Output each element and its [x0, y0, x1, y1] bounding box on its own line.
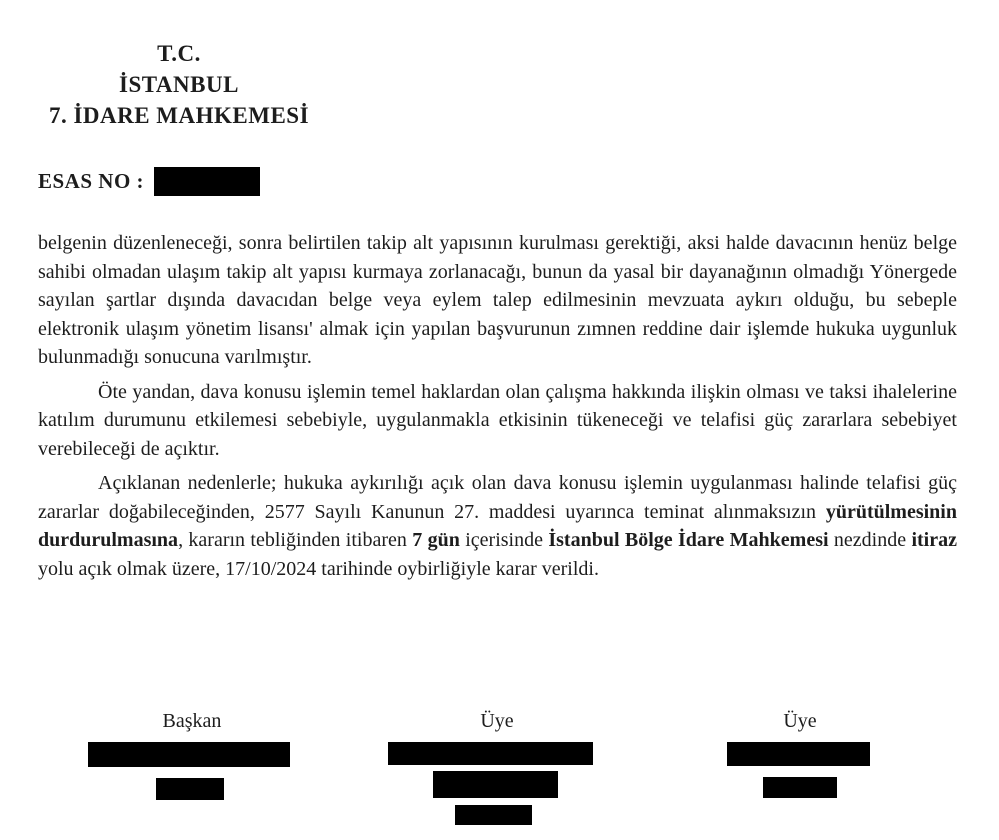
ruling-date-text: yolu açık olmak üzere, 17/10/2024 tarihinde oybirliğiyle karar verildi. — [38, 557, 599, 580]
member1-name-redaction-box — [388, 742, 593, 765]
ruling-before-text: nezdinde — [828, 529, 912, 551]
member2-name-redaction-box — [727, 742, 870, 766]
header-court-line: 7. İDARE MAHKEMESİ — [48, 103, 310, 128]
ruling-regional-court-text: İstanbul Bölge İdare Mahkemesi — [548, 529, 829, 551]
header-republic-line: T.C. — [157, 41, 201, 66]
irreparable-harm-text: Öte yandan, dava konusu işlemin temel haklardan olan çalışma hakkında ilişkin olması ve taksi ihalelerine katılım durumunu etkilemesi sebebiyle, uygulanmakla etkisinin tükeneceği ve telafisi güç zararlara sebebiyet verebileceği de açıktır. — [38, 380, 957, 460]
signature-role-member-2: Üye — [783, 710, 817, 732]
header-city-line: İSTANBUL — [119, 72, 239, 97]
paragraph-ruling — [38, 469, 957, 583]
president-name-redaction-box — [88, 742, 290, 767]
ruling-intro-text: Açıklanan nedenlerle; hukuka aykırılığı açık olan dava konusu işlemin uygulanması halinde telafisi güç zararlar doğabileceğinden, 2577 Sayılı Kanunun 27. maddesi uyarınca teminat alınmaksızın — [38, 472, 957, 523]
ruling-objection-text: itiraz — [911, 529, 957, 551]
ruling-notice-text: , kararın tebliğinden itibaren — [178, 529, 413, 551]
case-number-redaction-box — [154, 167, 260, 196]
decision-body — [38, 229, 957, 583]
president-id-redaction-box — [156, 778, 224, 800]
paragraph-irreparable-harm — [38, 378, 957, 464]
member2-id-redaction-box — [763, 777, 837, 798]
ruling-seven-days-text: 7 gün — [412, 529, 460, 551]
case-number-label: ESAS NO : — [38, 168, 145, 193]
paragraph-findings — [38, 229, 957, 372]
case-number-row — [38, 166, 999, 196]
document-header — [39, 38, 319, 131]
court-decision-document — [0, 38, 999, 840]
findings-text: belgenin düzenleneceği, sonra belirtilen takip alt yapısının kurulması gerektiği, aksi halde davacının henüz belge sahibi olmadan ulaşım takip alt yapısı kurmaya zorlanacağı, bunun da yasal bir dayanağının olmadığı Yönergede sayılan şartlar dışında davacıdan belge veya eylem talep edilmesinin mevzuata aykırı olduğu, bu sebeple elektronik ulaşım yönetim lisansı' almak için yapılan başvurunun zımnen reddine dair işlemde hukuka uygunluk bulunmadığı sonucuna varılmıştır. — [38, 232, 957, 368]
member1-id-redaction-box — [433, 771, 558, 798]
signature-role-member-1: Üye — [480, 710, 514, 732]
signature-role-president: Başkan — [162, 710, 222, 732]
ruling-within-text: içerisinde — [459, 529, 549, 551]
member1-extra-redaction-box — [455, 805, 532, 825]
ruling-stay-of-execution-text: yürütülmesinin durdurulmasına — [38, 500, 957, 551]
